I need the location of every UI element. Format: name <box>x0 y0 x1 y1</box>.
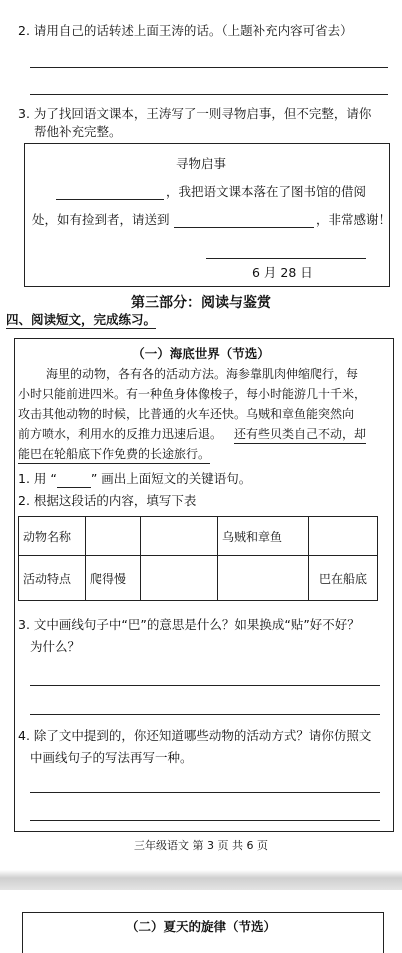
question-3b: 3. 文中画线句子中“巴”的意思是什么？如果换成“贴”好不好？ <box>18 617 360 632</box>
question-3b-cont: 为什么？ <box>30 639 81 654</box>
answer-line[interactable] <box>30 714 380 715</box>
passage-underlined-sentence-a: 还有些贝类自己不动，却 <box>234 426 366 444</box>
page-footer: 三年级语文 第 3 页 共 6 页 <box>134 839 268 852</box>
notice-blank-2[interactable] <box>174 227 314 228</box>
notice-line-2a: 处，如有捡到者，请送到 <box>32 212 170 227</box>
table-cell[interactable] <box>141 556 218 601</box>
table-cell: 巴在船底 <box>309 556 378 601</box>
answer-line[interactable] <box>30 67 388 68</box>
passage-line-1: 海里的动物，各有各的活动方法。海参靠肌肉伸缩爬行，每 <box>46 367 359 381</box>
answer-line[interactable] <box>30 820 380 821</box>
part3-title: 第三部分：阅读与鉴赏 <box>131 295 271 311</box>
animal-activity-table <box>18 516 378 601</box>
underline-sample <box>57 470 91 488</box>
question-1-suffix: ” 画出上面短文的关键语句。 <box>90 471 252 486</box>
table-row <box>19 556 378 601</box>
table-cell: 爬得慢 <box>86 556 141 601</box>
passage-line-3: 攻击其他动物的时候，比普通的火车还快。乌贼和章鱼能突然向 <box>18 407 355 421</box>
question-2: 2. 根据这段话的内容，填写下表 <box>18 493 197 508</box>
question-3-prompt: 3. 为了找回语文课本，王涛写了一则寻物启事，但不完整，请你 <box>18 106 372 121</box>
notice-line-2b: ，非常感谢！ <box>316 212 392 227</box>
passage-line-2: 小时只能前进四米。有一种鱼身体像梭子，每小时能游几十千米， <box>18 387 367 401</box>
page-gap <box>0 870 402 890</box>
question-4: 4. 除了文中提到的，你还知道哪些动物的活动方式？请你仿照文 <box>18 728 372 743</box>
notice-blank-1[interactable] <box>56 199 164 200</box>
passage-title: （一）海底世界（节选） <box>132 346 270 361</box>
passage-underlined-sentence-b: 能巴在轮船底下作免费的长途旅行。 <box>18 446 210 464</box>
question-1-prefix: 1. 用 “ <box>18 471 57 486</box>
table-cell[interactable] <box>309 517 378 556</box>
notice-date: 6 月 28 日 <box>252 265 313 280</box>
answer-line[interactable] <box>30 94 388 95</box>
notice-line-1: ，我把语文课本落在了图书馆的借阅 <box>166 184 367 199</box>
notice-title: 寻物启事 <box>175 156 226 171</box>
table-cell: 乌贼和章鱼 <box>218 517 309 556</box>
next-page-title: （二）夏天的旋律（节选） <box>125 919 276 934</box>
table-row <box>19 517 378 556</box>
answer-line[interactable] <box>30 685 380 686</box>
question-3-prompt-cont: 帮他补充完整。 <box>34 124 122 139</box>
table-cell: 动物名称 <box>19 517 86 556</box>
table-cell[interactable] <box>141 517 218 556</box>
table-cell: 活动特点 <box>19 556 86 601</box>
table-cell[interactable] <box>218 556 309 601</box>
question-2-prompt: 2. 请用自己的话转述上面王涛的话。（上题补充内容可省去） <box>18 23 353 38</box>
notice-signature-line[interactable] <box>206 258 366 259</box>
section4-title: 四、阅读短文，完成练习。 <box>6 312 157 327</box>
question-4-cont: 中画线句子的写法再写一种。 <box>30 750 193 765</box>
question-1 <box>18 470 251 488</box>
table-cell[interactable] <box>86 517 141 556</box>
passage-line-4: 前方喷水，利用水的反推力迅速后退。 <box>18 427 223 441</box>
answer-line[interactable] <box>30 792 380 793</box>
